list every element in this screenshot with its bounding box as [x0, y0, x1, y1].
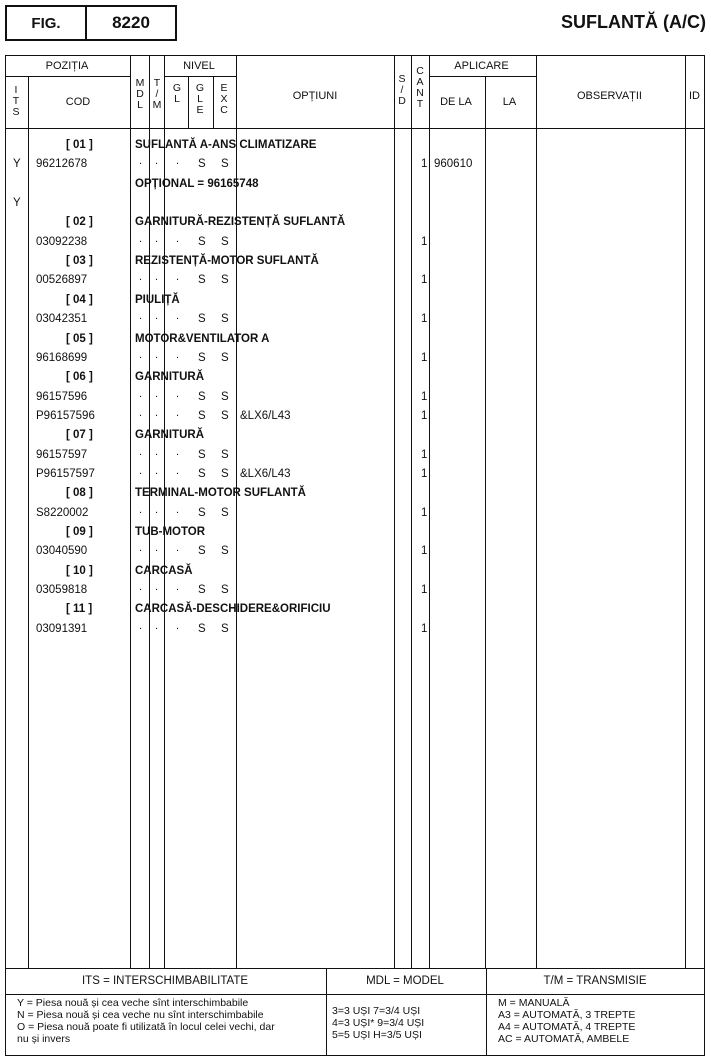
applies-from: 960610 — [434, 158, 473, 170]
position-number: [ 01 ] — [66, 139, 93, 151]
part-code: 03091391 — [36, 623, 88, 635]
exc-value: S — [221, 158, 229, 170]
level-dot: . — [139, 349, 143, 361]
level-dot: . — [176, 504, 180, 516]
section-title: TUB-MOTOR — [135, 526, 206, 538]
gle-value: S — [198, 449, 206, 461]
exc-value: S — [221, 391, 229, 403]
level-dot: . — [139, 465, 143, 477]
gle-value: S — [198, 391, 206, 403]
header-gle: G L E — [195, 82, 205, 116]
part-code: 00526897 — [36, 274, 88, 286]
header-observatii: OBSERVAȚII — [576, 90, 642, 102]
header-exc: E X C — [220, 82, 228, 116]
part-code: 03059818 — [36, 584, 88, 596]
level-dot: . — [139, 310, 143, 322]
level-dot: . — [139, 233, 143, 245]
header-its: I T S — [12, 84, 20, 118]
position-number: [ 11 ] — [66, 603, 93, 615]
header-pozitia: POZIȚIA — [45, 60, 89, 72]
gle-value: S — [198, 584, 206, 596]
gle-value: S — [198, 158, 206, 170]
section-title: CARCASĂ — [135, 565, 193, 577]
header-gl: G L — [172, 82, 182, 105]
section-title: MOTOR&VENTILATOR A — [135, 333, 270, 345]
header-tm: T / M — [152, 77, 162, 111]
part-code: P96157596 — [36, 410, 95, 422]
header-cant: C A N T — [416, 65, 424, 110]
level-dot: . — [155, 620, 159, 632]
section-title: TERMINAL-MOTOR SUFLANTĂ — [135, 487, 306, 499]
exc-value: S — [221, 468, 229, 480]
optional-note: OPȚIONAL = 96165748 — [135, 178, 259, 190]
quantity: 1 — [421, 410, 428, 422]
gle-value: S — [198, 352, 206, 364]
section-title: PIULIȚĂ — [135, 294, 180, 306]
legend-its-lines: Y = Piesa nouă și cea veche sînt interschimbabile N = Piesa nouă și cea veche nu sînt interschimbabile O = Piesa nouă poate fi utilizată în locul celei vechi, dar nu și invers — [17, 997, 275, 1045]
gle-value: S — [198, 507, 206, 519]
level-dot: . — [155, 504, 159, 516]
level-dot: . — [176, 310, 180, 322]
level-dot: . — [176, 233, 180, 245]
header-la: LA — [502, 96, 517, 108]
section-title: CARCASĂ-DESCHIDERE&ORIFICIU — [135, 603, 331, 615]
level-dot: . — [139, 620, 143, 632]
figure-number: 8220 — [112, 13, 150, 32]
its-value: Y — [13, 158, 21, 170]
position-number: [ 09 ] — [66, 526, 93, 538]
exc-value: S — [221, 236, 229, 248]
level-dot: . — [155, 349, 159, 361]
exc-value: S — [221, 352, 229, 364]
part-code: 96168699 — [36, 352, 88, 364]
quantity: 1 — [421, 584, 428, 596]
gle-value: S — [198, 545, 206, 557]
header-optiuni: OPȚIUNI — [292, 90, 338, 102]
level-dot: . — [176, 349, 180, 361]
level-dot: . — [176, 388, 180, 400]
level-dot: . — [176, 620, 180, 632]
parts-table — [5, 55, 705, 1056]
level-dot: . — [155, 271, 159, 283]
legend-mdl-title: MDL = MODEL — [366, 975, 444, 987]
level-dot: . — [155, 581, 159, 593]
quantity: 1 — [421, 468, 428, 480]
level-dot: . — [139, 271, 143, 283]
part-code: 96212678 — [36, 158, 88, 170]
part-code: 03042351 — [36, 313, 88, 325]
level-dot: . — [155, 388, 159, 400]
level-dot: . — [155, 446, 159, 458]
level-dot: . — [155, 465, 159, 477]
position-number: [ 04 ] — [66, 294, 93, 306]
level-dot: . — [155, 233, 159, 245]
legend-its-title: ITS = INTERSCHIMBABILITATE — [81, 975, 249, 987]
level-dot: . — [139, 155, 143, 167]
level-dot: . — [176, 407, 180, 419]
header-aplicare: APLICARE — [454, 60, 509, 72]
level-dot: . — [139, 581, 143, 593]
gle-value: S — [198, 236, 206, 248]
legend-mdl-lines: 3=3 UȘI 7=3/4 UȘI 4=3 UȘI* 9=3/4 UȘI 5=5 UȘI H=3/5 UȘI — [332, 1005, 425, 1041]
level-dot: . — [176, 271, 180, 283]
exc-value: S — [221, 449, 229, 461]
quantity: 1 — [421, 236, 428, 248]
level-dot: . — [176, 465, 180, 477]
quantity: 1 — [421, 391, 428, 403]
position-number: [ 08 ] — [66, 487, 93, 499]
its-value: Y — [13, 197, 21, 209]
gle-value: S — [198, 313, 206, 325]
section-title: GARNITURĂ — [135, 429, 204, 441]
exc-value: S — [221, 313, 229, 325]
level-dot: . — [155, 310, 159, 322]
header-id: ID — [689, 90, 700, 102]
gle-value: S — [198, 468, 206, 480]
part-code: 96157597 — [36, 449, 88, 461]
section-title: SUFLANTĂ A-ANS CLIMATIZARE — [135, 139, 317, 151]
part-code: 96157596 — [36, 391, 88, 403]
level-dot: . — [155, 155, 159, 167]
level-dot: . — [139, 446, 143, 458]
level-dot: . — [139, 407, 143, 419]
level-dot: . — [176, 446, 180, 458]
quantity: 1 — [421, 313, 428, 325]
section-title: REZISTENȚĂ-MOTOR SUFLANTĂ — [135, 255, 319, 267]
gle-value: S — [198, 410, 206, 422]
exc-value: S — [221, 584, 229, 596]
position-number: [ 07 ] — [66, 429, 93, 441]
position-number: [ 10 ] — [66, 565, 93, 577]
header-sd: S / D — [398, 73, 406, 107]
quantity: 1 — [421, 623, 428, 635]
level-dot: . — [176, 542, 180, 554]
page-title: SUFLANTĂ (A/C) — [561, 12, 706, 32]
section-title: GARNITURĂ — [135, 371, 204, 383]
section-title: GARNITURĂ-REZISTENȚĂ SUFLANTĂ — [135, 216, 346, 228]
exc-value: S — [221, 410, 229, 422]
quantity: 1 — [421, 507, 428, 519]
quantity: 1 — [421, 449, 428, 461]
level-dot: . — [139, 504, 143, 516]
header-de-la: DE LA — [440, 96, 472, 108]
quantity: 1 — [421, 158, 428, 170]
part-code: S8220002 — [36, 507, 89, 519]
level-dot: . — [155, 542, 159, 554]
header-cod: COD — [65, 96, 91, 108]
header-nivel: NIVEL — [183, 60, 215, 72]
exc-value: S — [221, 623, 229, 635]
gle-value: S — [198, 274, 206, 286]
position-number: [ 06 ] — [66, 371, 93, 383]
option-code: &LX6/L43 — [240, 410, 291, 422]
position-number: [ 05 ] — [66, 333, 93, 345]
position-number: [ 02 ] — [66, 216, 93, 228]
figure-label: FIG. — [7, 7, 87, 39]
level-dot: . — [139, 388, 143, 400]
level-dot: . — [139, 542, 143, 554]
header-mdl: M D L — [135, 77, 145, 111]
level-dot: . — [155, 407, 159, 419]
exc-value: S — [221, 507, 229, 519]
part-code: P96157597 — [36, 468, 95, 480]
gle-value: S — [198, 623, 206, 635]
quantity: 1 — [421, 545, 428, 557]
level-dot: . — [176, 155, 180, 167]
quantity: 1 — [421, 352, 428, 364]
quantity: 1 — [421, 274, 428, 286]
exc-value: S — [221, 545, 229, 557]
position-number: [ 03 ] — [66, 255, 93, 267]
option-code: &LX6/L43 — [240, 468, 291, 480]
part-code: 03040590 — [36, 545, 88, 557]
part-code: 03092238 — [36, 236, 88, 248]
exc-value: S — [221, 274, 229, 286]
legend-tm-lines: M = MANUALĂ A3 = AUTOMATĂ, 3 TREPTE A4 = AUTOMATĂ, 4 TREPTE AC = AUTOMATĂ, AMBELE — [498, 997, 636, 1045]
legend-tm-title: T/M = TRANSMISIE — [543, 975, 647, 987]
level-dot: . — [176, 581, 180, 593]
